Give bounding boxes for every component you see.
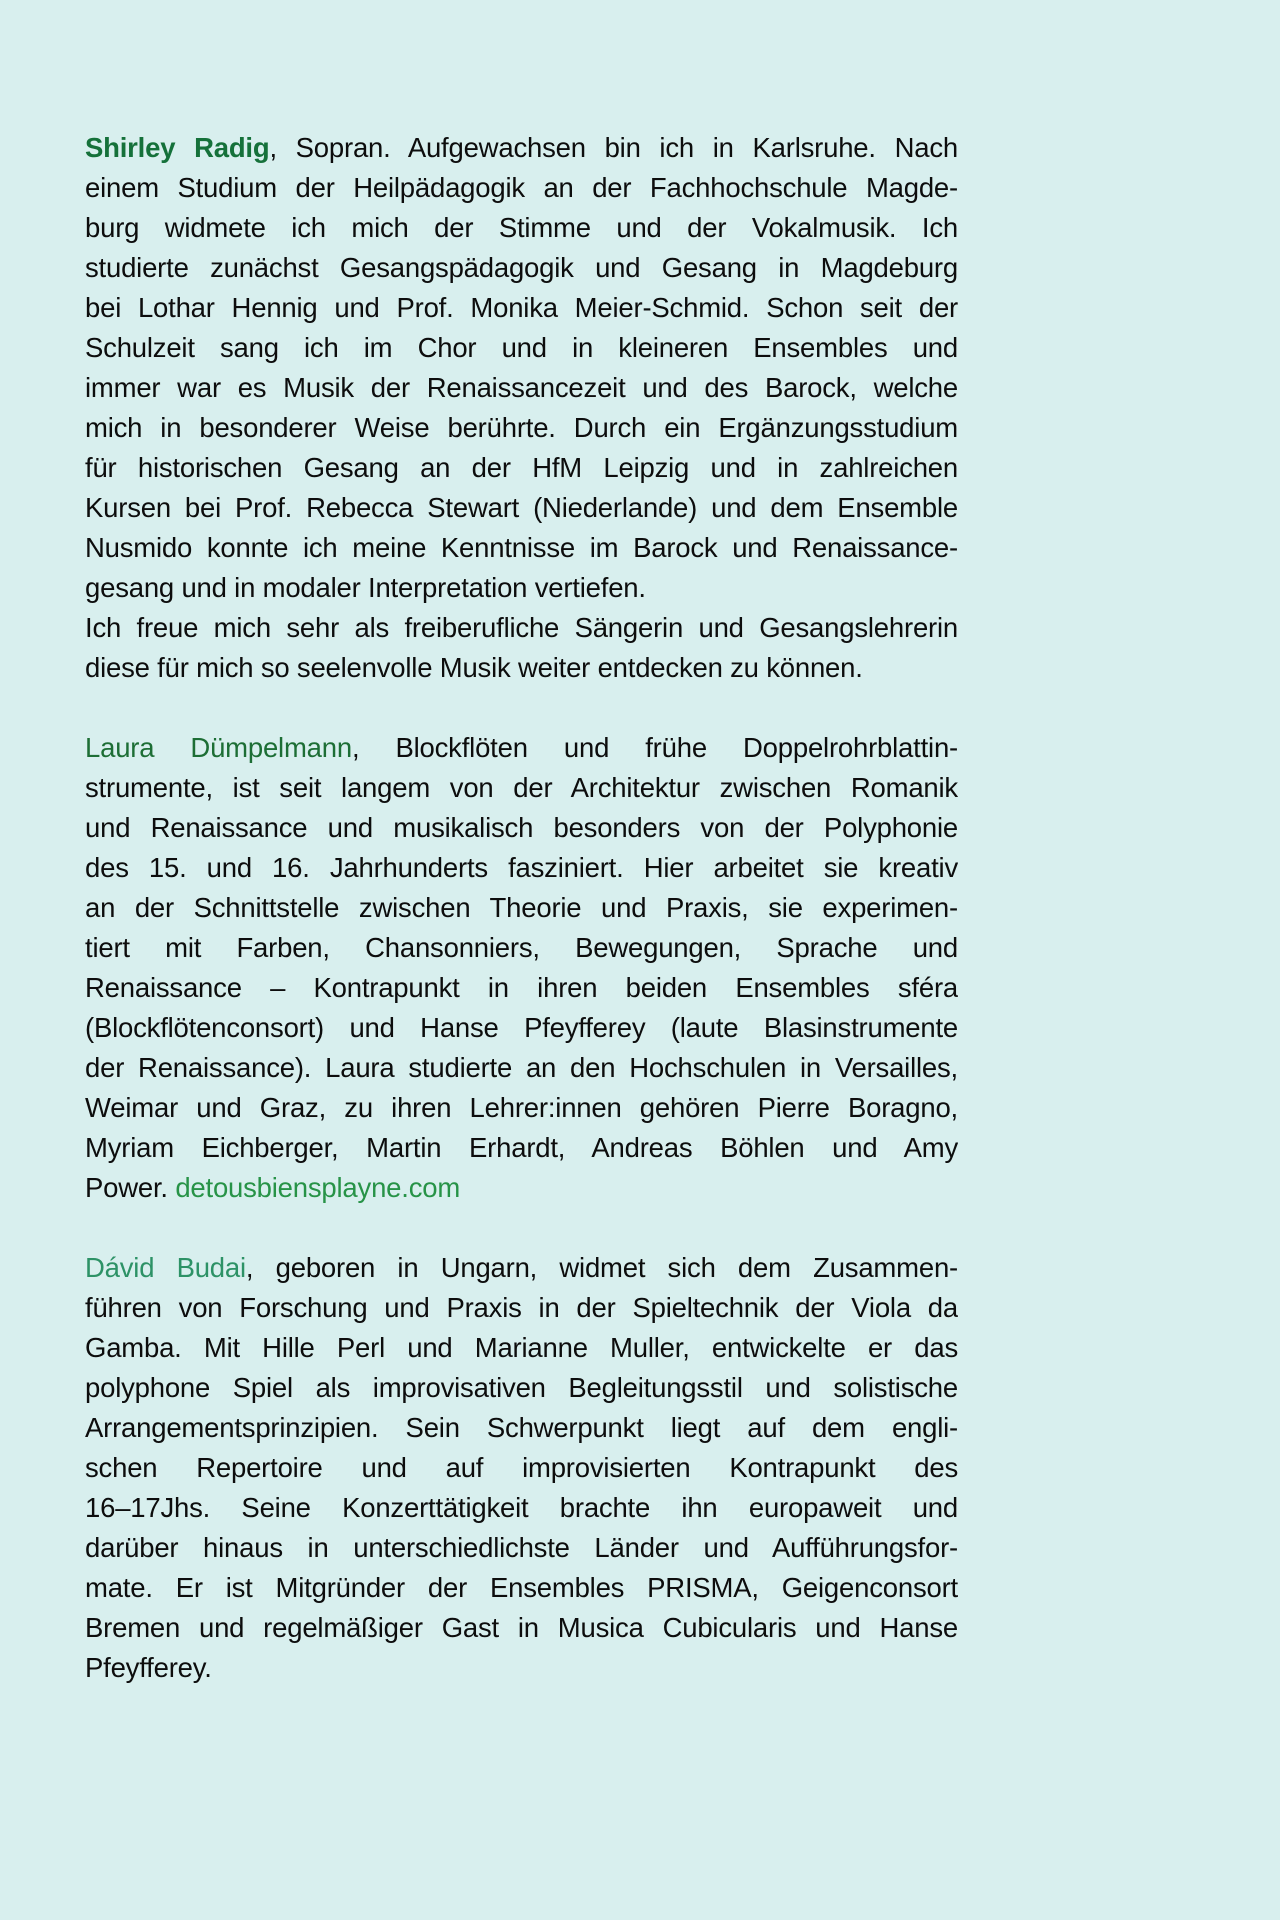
text-line bbox=[85, 1328, 958, 1368]
bio-text-column bbox=[85, 128, 958, 1728]
text-segment: für historischen Gesang an der HfM Leipzig und in zahlreichen bbox=[85, 452, 958, 483]
text-line bbox=[85, 888, 958, 928]
text-line bbox=[85, 568, 958, 608]
text-segment: Myriam Eichberger, Martin Erhardt, Andreas Böhlen und Amy bbox=[85, 1132, 958, 1163]
text-line bbox=[85, 1088, 958, 1128]
text-line bbox=[85, 368, 958, 408]
text-segment: tiert mit Farben, Chansonniers, Bewegungen, Sprache und bbox=[85, 932, 958, 963]
text-segment: führen von Forschung und Praxis in der Spieltechnik der Viola da bbox=[85, 1292, 958, 1323]
musician-name-laura-duempelmann: Laura Dümpelmann bbox=[85, 732, 352, 763]
musician-name-shirley-radig: Shirley Radig bbox=[85, 132, 270, 163]
bio-paragraph-david-budai bbox=[85, 1248, 958, 1688]
text-line bbox=[85, 1248, 958, 1288]
text-segment: Bremen und regelmäßiger Gast in Musica Cubicularis und Hanse bbox=[85, 1612, 958, 1643]
text-line bbox=[85, 328, 958, 368]
text-line bbox=[85, 1568, 958, 1608]
text-line bbox=[85, 1128, 958, 1168]
text-line bbox=[85, 168, 958, 208]
text-line bbox=[85, 248, 958, 288]
text-segment: Renaissance – Kontrapunkt in ihren beiden Ensembles sféra bbox=[85, 972, 958, 1003]
text-segment: Schulzeit sang ich im Chor und in kleineren Ensembles und bbox=[85, 332, 958, 363]
text-segment: mich in besonderer Weise berührte. Durch ein Ergänzungsstudium bbox=[85, 412, 958, 443]
text-segment: einem Studium der Heilpädagogik an der Fachhochschule Magde- bbox=[85, 172, 958, 203]
text-line bbox=[85, 608, 958, 648]
text-line bbox=[85, 928, 958, 968]
bio-paragraph-laura-duempelmann bbox=[85, 728, 958, 1208]
text-line bbox=[85, 1488, 958, 1528]
text-segment: mate. Er ist Mitgründer der Ensembles PRISMA, Geigenconsort bbox=[85, 1572, 958, 1603]
text-line bbox=[85, 208, 958, 248]
text-segment: Power. bbox=[85, 1172, 176, 1203]
text-segment: immer war es Musik der Renaissancezeit und des Barock, welche bbox=[85, 372, 958, 403]
text-line bbox=[85, 288, 958, 328]
text-segment: an der Schnittstelle zwischen Theorie und Praxis, sie experimen- bbox=[85, 892, 958, 923]
text-segment: Arrangementsprinzipien. Sein Schwerpunkt liegt auf dem engli- bbox=[85, 1412, 958, 1443]
text-line bbox=[85, 448, 958, 488]
text-segment: und Renaissance und musikalisch besonders von der Polyphonie bbox=[85, 812, 958, 843]
text-line bbox=[85, 1648, 958, 1688]
text-line bbox=[85, 808, 958, 848]
text-line bbox=[85, 1168, 958, 1208]
text-segment: Nusmido konnte ich meine Kenntnisse im Barock und Renaissance- bbox=[85, 532, 958, 563]
text-line bbox=[85, 1048, 958, 1088]
text-line bbox=[85, 408, 958, 448]
text-line bbox=[85, 1288, 958, 1328]
text-line bbox=[85, 1448, 958, 1488]
text-segment: Gamba. Mit Hille Perl und Marianne Muller, entwickelte er das bbox=[85, 1332, 958, 1363]
text-line bbox=[85, 528, 958, 568]
text-line bbox=[85, 768, 958, 808]
text-segment: , Sopran. Aufgewachsen bin ich in Karlsruhe. Nach bbox=[269, 132, 958, 163]
text-segment: , Blockflöten und frühe Doppelrohrblattin- bbox=[351, 732, 958, 763]
text-line bbox=[85, 128, 958, 168]
text-segment: diese für mich so seelenvolle Musik weiter entdecken zu können. bbox=[85, 652, 863, 683]
text-segment: Weimar und Graz, zu ihren Lehrer:innen gehören Pierre Boragno, bbox=[85, 1092, 958, 1123]
text-segment: strumente, ist seit langem von der Architektur zwischen Romanik bbox=[85, 772, 958, 803]
text-segment: bei Lothar Hennig und Prof. Monika Meier-Schmid. Schon seit der bbox=[85, 292, 958, 323]
text-segment: studierte zunächst Gesangspädagogik und Gesang in Magdeburg bbox=[85, 252, 958, 283]
text-line bbox=[85, 1608, 958, 1648]
bio-paragraph-shirley-radig bbox=[85, 128, 958, 688]
website-link[interactable]: detousbiensplayne.com bbox=[175, 1172, 461, 1203]
text-line bbox=[85, 1008, 958, 1048]
musician-name-david-budai: Dávid Budai bbox=[85, 1252, 246, 1283]
text-line bbox=[85, 648, 958, 688]
text-line bbox=[85, 968, 958, 1008]
text-segment: gesang und in modaler Interpretation vertiefen. bbox=[85, 572, 646, 603]
text-line bbox=[85, 1368, 958, 1408]
text-segment: schen Repertoire und auf improvisierten Kontrapunkt des bbox=[85, 1452, 958, 1483]
text-line bbox=[85, 728, 958, 768]
text-segment: polyphone Spiel als improvisativen Begleitungsstil und solistische bbox=[85, 1372, 958, 1403]
text-segment: 16–17Jhs. Seine Konzerttätigkeit brachte ihn europaweit und bbox=[85, 1492, 958, 1523]
text-segment: Kursen bei Prof. Rebecca Stewart (Niederlande) und dem Ensemble bbox=[85, 492, 958, 523]
text-segment: , geboren in Ungarn, widmet sich dem Zusammen- bbox=[245, 1252, 958, 1283]
text-segment: (Blockflötenconsort) und Hanse Pfeyfferey (laute Blasinstrumente bbox=[85, 1012, 958, 1043]
text-segment: des 15. und 16. Jahrhunderts fasziniert. Hier arbeitet sie kreativ bbox=[85, 852, 958, 883]
text-segment: Ich freue mich sehr als freiberufliche Sängerin und Gesangslehrerin bbox=[85, 612, 958, 643]
text-segment: burg widmete ich mich der Stimme und der Vokalmusik. Ich bbox=[85, 212, 958, 243]
text-segment: Pfeyfferey. bbox=[85, 1652, 212, 1683]
text-line bbox=[85, 848, 958, 888]
text-segment: der Renaissance). Laura studierte an den Hochschulen in Versailles, bbox=[85, 1052, 958, 1083]
text-line bbox=[85, 1528, 958, 1568]
text-line bbox=[85, 1408, 958, 1448]
text-segment: darüber hinaus in unterschiedlichste Länder und Aufführungsfor- bbox=[85, 1532, 958, 1563]
text-line bbox=[85, 488, 958, 528]
